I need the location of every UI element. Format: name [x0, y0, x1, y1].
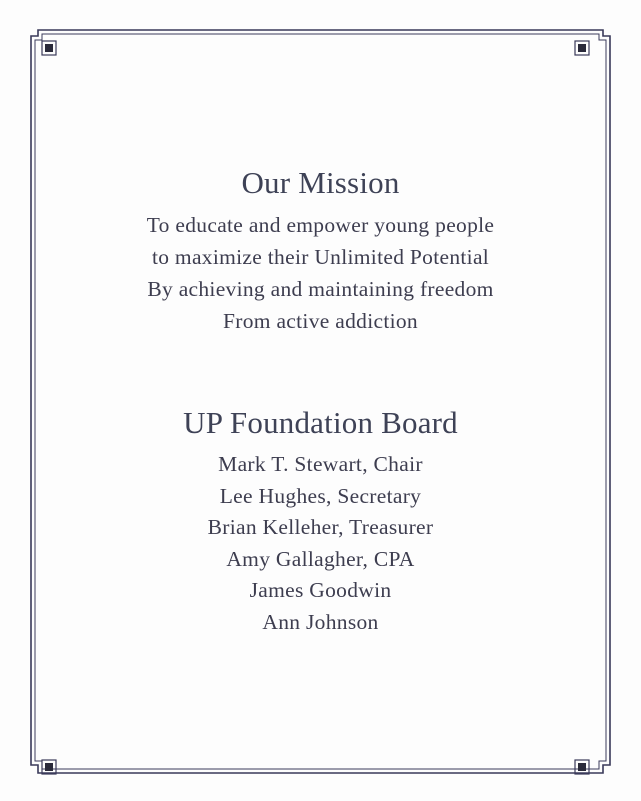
mission-line: From active addiction	[223, 309, 418, 333]
corner-ornament-top-left	[42, 41, 56, 55]
board-member: Brian Kelleher, Treasurer	[207, 515, 434, 539]
corner-ornament-bottom-right	[575, 760, 589, 774]
board-member: Ann Johnson	[262, 609, 379, 634]
board-title: UP Foundation Board	[183, 405, 458, 440]
mission-line: To educate and empower young people	[146, 213, 495, 237]
board-member: Amy Gallagher, CPA	[226, 546, 415, 571]
mission-line: to maximize their Unlimited Potential	[151, 245, 490, 269]
corner-ornament-bottom-left	[42, 760, 56, 774]
corner-ornament-top-right	[575, 41, 589, 55]
board-member: James Goodwin	[249, 578, 392, 602]
inner-frame	[35, 34, 606, 769]
mission-section	[60, 163, 581, 337]
outer-frame	[31, 30, 610, 773]
mission-line: By achieving and maintaining freedom	[147, 277, 494, 301]
board-member: Mark T. Stewart, Chair	[218, 452, 423, 476]
mission-title: Our Mission	[241, 165, 400, 200]
board-member: Lee Hughes, Secretary	[219, 483, 422, 508]
board-section	[60, 403, 581, 638]
